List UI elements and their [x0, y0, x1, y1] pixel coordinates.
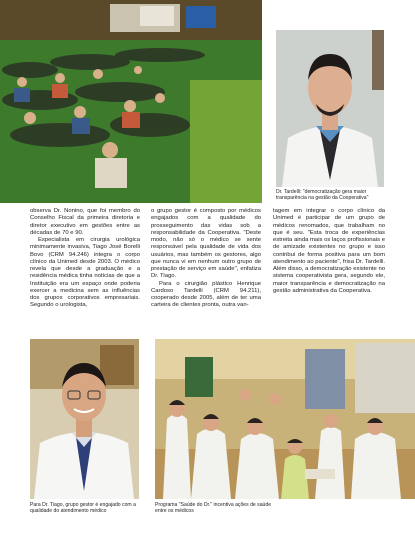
portrait-dr-tiago — [30, 339, 139, 499]
paragraph: Para o cirurgião plástico Henrique Cardoso Tardelli (CRM 94.211), cooperado desde 2005, além de ter uma carteira de clientes pronta, outra van- — [151, 280, 261, 309]
article-column-2 — [151, 208, 261, 310]
caption-group-photo: Programa "Saúde do Dr." incentiva ações de saúde entre os médicos — [155, 502, 272, 515]
caption-portrait-top: Dr. Tardelli: "democratização gera maior transparência na gestão da Cooperativa" — [276, 189, 369, 202]
paragraph: tagem em integrar o corpo clínico da Unimed é participar de um grupo de médicos renomados, que trabalham no que é seu. "Esta troca de experiências estreita ainda mais os laços profissionais e de amizade existentes no grupo e isso contribui de forma positiva para um bom atendimento ao paciente", frisa Dr. Tardelli. Além disso, a democratização existente no sistema cooperativista gera, segundo ele, maior transparência e democratização na gestão administrativa da Cooperativa. — [273, 208, 386, 294]
portrait-dr-tardelli — [276, 30, 384, 187]
article-column-3 — [273, 208, 385, 295]
paragraph: o grupo gestor é composto por médicos engajados com a qualidade do prosseguimento das vidas sob a responsabilidade da Cooperativa. "Deste modo, não só o médico se sente responsável pela qualidade de vida dos usuários, mas também os gestores, algo que nunca vi em nenhum outro grupo de prestação de serviço em saúde", enfatiza Dr. Tiago. — [151, 208, 261, 280]
auditorium-photo — [0, 0, 262, 203]
caption-portrait-bottom: Para Dr. Tiago, grupo gestor é engajado com a qualidade do atendimento médico — [30, 502, 136, 515]
group-health-program-photo — [155, 339, 415, 499]
paragraph: observa Dr. Nonino, que foi membro do Conselho Fiscal da primeira diretoria e diretor executivo em gestões entre as décadas de 70 e 90. — [30, 208, 140, 236]
article-column-1 — [30, 208, 140, 310]
paragraph: Especialista em cirurgia urológica minimamente invasiva, Tiago José Borelli Bovo (CRM 94.246) integra o corpo clínico da Unimed desde 2003. O médico revela que desde a graduação e a residência médica tinha notícias de que a Instituição era um espaço onde poderia exercer a medicina sem as influências dos grupos corporativos empresariais. Segundo o urologista, — [30, 237, 140, 309]
